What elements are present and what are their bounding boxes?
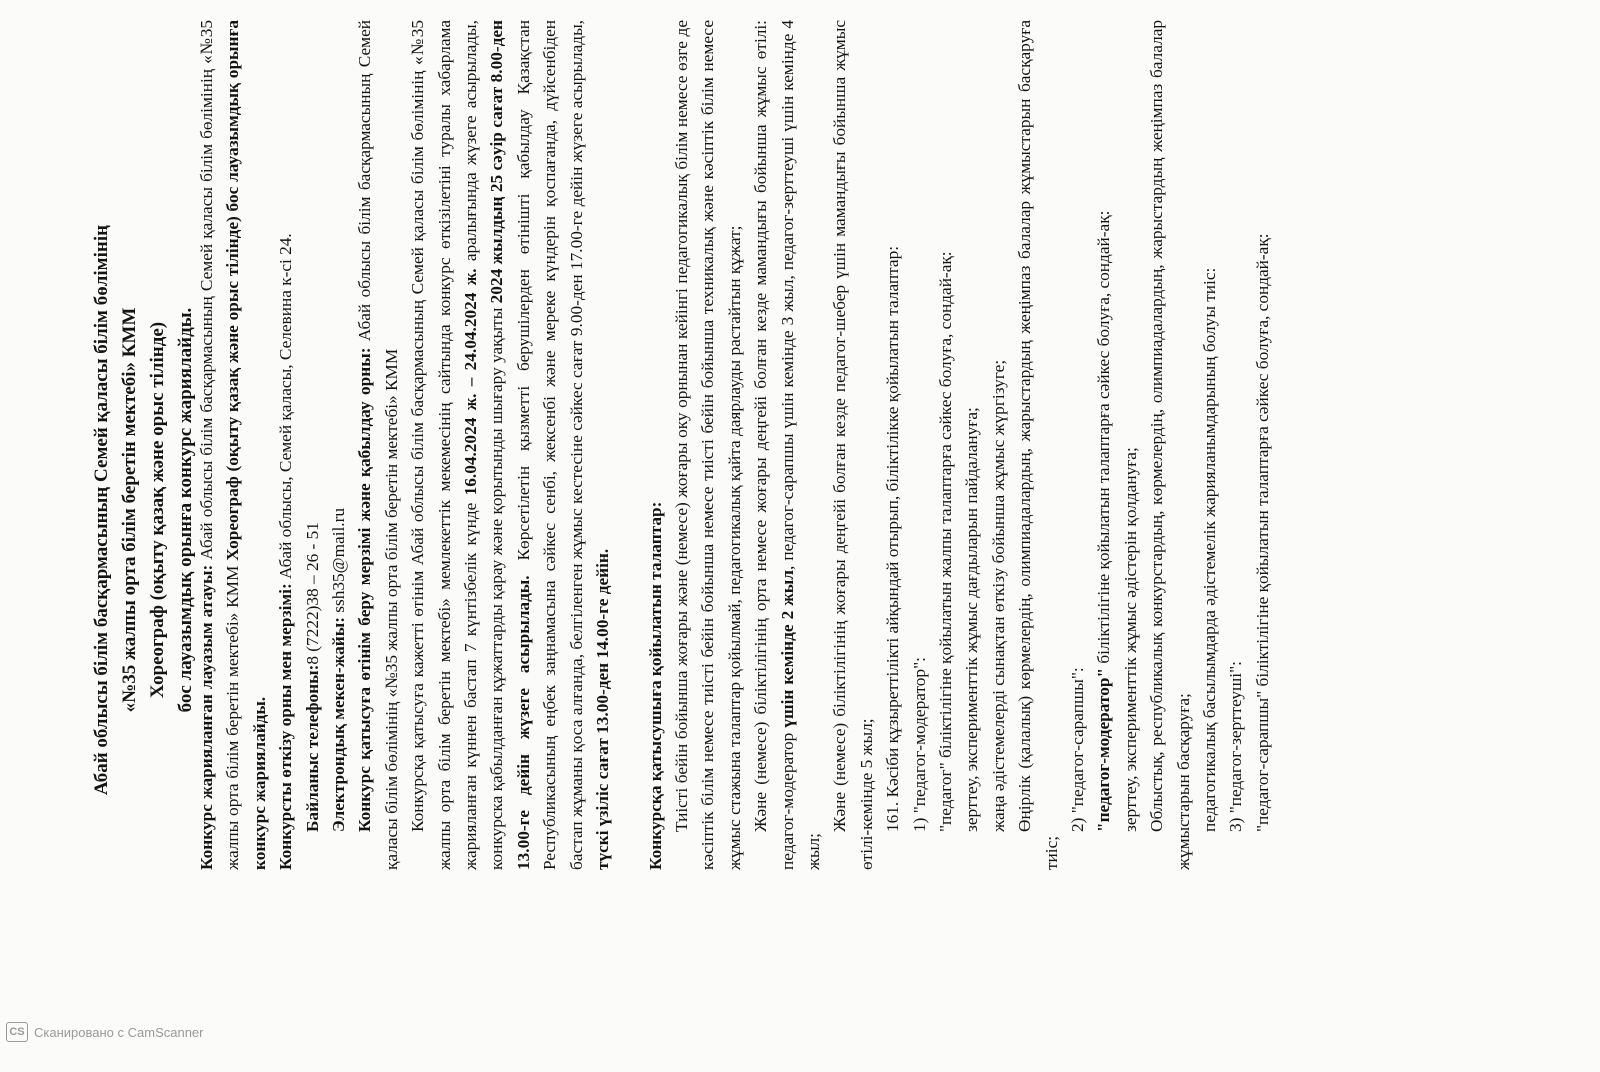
requirement-text: Және (немесе) біліктілігінің орта немесе жоғары деңгейі болған кезде мамандығы бойынша жұмыс өтілі: педагог-модератор (751, 20, 797, 870)
list-item: 3) "педагог-зерттеуші": (1226, 661, 1246, 832)
list-item: зерттеу, эксперименттік жұмыс дағдыларын пайдалануға; (962, 407, 982, 832)
conditions-lunch-break: түскі үзіліс сағат 13.00-ден 14.00-ге дейін. (593, 548, 613, 870)
email-label: Электрондық мекен-жайы: (329, 617, 349, 832)
title-line: Хореограф (оқыту қазақ және орыс тілінде) (147, 321, 168, 699)
list-item: педагогикалық басылымдарда әдістемелік жарияланымдарының болуы тиіс: (1200, 267, 1220, 832)
email-text: ssh35@mail.ru (329, 507, 349, 618)
requirements-heading-text: Конкурсқа қатысушыға қойылатын талаптар: (645, 501, 665, 870)
list-item (1091, 20, 1117, 870)
camscanner-watermark (6, 1022, 203, 1042)
list-item: жаңа әдістемелерді сынақтан өткізу бойынша жұмыс жүргізуге; (988, 359, 1008, 832)
deadline-text: Абай облысы білім басқармасының Семей қаласы білім бөлімінің «№35 жалпы орта білім беретін мектебі» КММ (355, 20, 401, 870)
rotated-document (48, 10, 1468, 1010)
list-item: Облыстық, республикалық конкурстардың, көрмелердің, олимпиадалардың, жарыстардың жеңімпаз балалар жұмыстарын басқаруға; (1147, 20, 1193, 870)
conditions-text: аралығында жүзеге асырылады, конкурска қабылданған құжаттарды қарау және қорытынды шығару уақыты (461, 20, 507, 870)
list-item: "педагог" біліктілігіне қойылатын жалпы талаптарға сәйкес болуға, сондай-ақ: (935, 251, 955, 832)
deadline-label: Конкурс қатысуға өтінім беру мерзімі және қабылдау орны: (355, 347, 375, 832)
title-line: Абай облысы білім басқармасының Семей қаласы білім бөлімінің (91, 224, 112, 796)
conditions-date: 16.04.2024 ж. – 24.04.2024 ж. (461, 268, 481, 496)
document-title (88, 10, 200, 1010)
email-paragraph (326, 20, 352, 870)
requirement-paragraph (748, 20, 827, 870)
title-line: бос лауазымдық орынға конкурс жариялайды. (175, 307, 196, 713)
list-item: Өңірлік (қалалық) көрмелердің, олимпиадалардың, жарыстардың жеңімпаз балалар жұмыстарын басқаруға тиіс; (1015, 20, 1061, 870)
conditions-review-time: 2024 жылдың 25 сәуір сағат 8.00-ден 13.00-ге дейін жүзеге асырылады. (487, 20, 533, 870)
document-body (194, 20, 1276, 870)
conditions-text: Конкурсқа қатысуға кажетті өтінім Абай облысы білім басқармасының Семей қаласы білім бөлімінің «№35 жалпы орта білім беретін мектебі» мемлекеттік мекемесінің сайтында конкурс өткізілетіні туралы хабарлама жарияланған күннен бастап 7 күнтізбелік күнде (408, 20, 481, 870)
phone-label: Байланыс телефоны: (302, 664, 322, 832)
list-item: 161. Кәсіби құзыреттілікті айқындай отырып, біліктілікке қойылатын талаптар: (883, 245, 903, 832)
requirement-paragraph: Және (немесе) біліктілігінің жоғары деңгейі болған кезде педагог-шебер үшін мамандығы бойынша жұмыс өтілі-кемінде 5 жыл; (830, 20, 876, 870)
location-label: Конкурсты өткізу орны мен мерзімі: (276, 583, 296, 870)
phone-text: 8 (7222)38 – 26 - 51 (302, 522, 322, 665)
conditions-paragraph (405, 20, 616, 870)
list-item: 2) "педагог-сарапшы": (1068, 667, 1087, 832)
deadline-paragraph (352, 20, 405, 870)
requirements-heading (643, 20, 669, 870)
position-text: Абай облысы білім басқармасының Семей қаласы білім бөлімінің «№35 жалпы орта білім беретін мектебі» КММ (197, 19, 243, 870)
list-item: зерттеу, эксперименттік жұмыс әдістерін қолдануға; (1120, 447, 1140, 832)
location-text: Абай облысы, Семей қаласы, Селевина к-сі 24. (276, 233, 296, 584)
list-item: "педагог-сарапшы" біліктілігіне қойылатын талаптарға сәйкес болуға, сондай-ақ: (1252, 233, 1272, 832)
list-item-bold: "педагог-модератор" (1094, 667, 1114, 832)
list-item-text: біліктілігіне қойылатын талаптарға сәйкес болуға, сондай-ақ: (1094, 210, 1114, 668)
requirement-paragraph: Тиісті бейін бойынша жоғары және (немесе) жоғары оку орнынан кейінгі педагогикалық білім немесе өзге де кәсіптік білім немесе тиісті бейін бойынша немесе тиісті бейін бойынша техникалық және кәсіптік білім немесе жұмыс стажына талаптар қойылмай, педагогикалық қайта даярлауды растайтын құжат; (671, 20, 744, 870)
camscanner-text: Сканировано с CamScanner (34, 1024, 204, 1040)
phone-paragraph (300, 20, 326, 870)
requirement-bold: үшін кемінде 2 жыл (777, 570, 797, 728)
position-label: Конкурс жарияланған лауазым атауы: (197, 564, 216, 870)
camscanner-logo-icon: CS (6, 1022, 28, 1042)
spacer (617, 20, 643, 870)
location-paragraph (273, 20, 299, 870)
conditions-text: Көрсетілетін қызметті берушілерден өтінішті қабылдау Қазақстан Республикасының еңбек заңнамасына сәйкес сенбі, жексенбі және мереке күндерін қоспағанда, дүйсенбіден бастап жұманы қоса алғанда, белгіленген жұмыс кестесіне сәйкес сағат 9.00-ден 17.00-ге дейін жүзеге асырылады, (513, 20, 586, 870)
title-line: «№35 жалпы орта білім беретін мектебі» КММ (119, 307, 140, 713)
position-bold: Хореограф (оқыту қазақ және орыс тілінде) бос лауазымдық орынға конкурс жариялайды. (223, 20, 269, 870)
requirement-text: , педагог-сарапшы үшін кемінде 3 жыл, педагог-зерттеуші үшін кемінде 4 жыл; (777, 19, 823, 870)
position-paragraph (194, 20, 273, 870)
list-item: 1) "педагог-модератор": (909, 657, 929, 832)
